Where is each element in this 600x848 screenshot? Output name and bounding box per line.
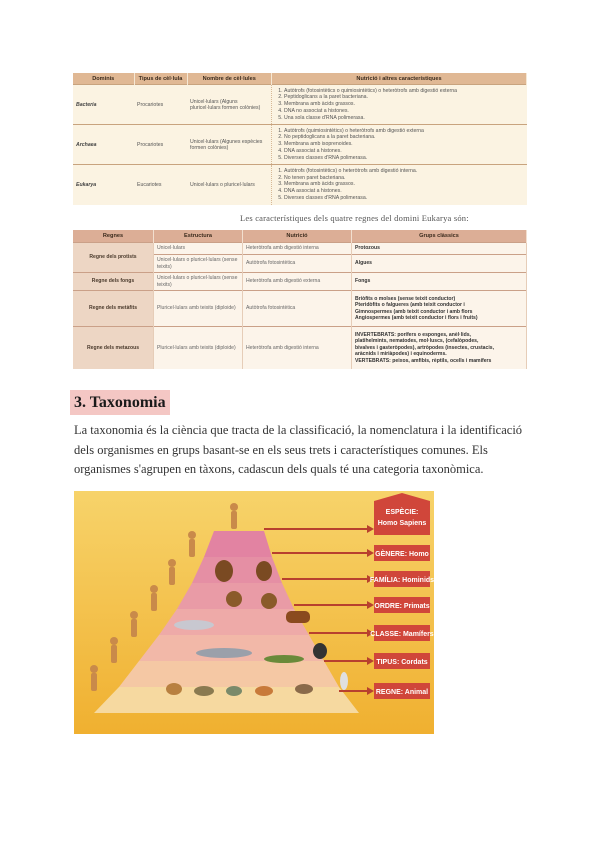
domain-name: Archaea [73, 125, 134, 165]
table-row [73, 273, 527, 291]
nutrition-cell: Autòtrofa fotosintètica [243, 255, 352, 273]
feature-item: 4. DNA associat a histones. [284, 188, 524, 195]
feature-item: 5. Una sola classe d'RNA polimerasa. [284, 115, 524, 122]
kingdom-name: Regne dels protists [73, 243, 154, 273]
kingdoms-table [73, 230, 527, 369]
nutrition-cell: Heteròtrofa amb digestió interna [243, 327, 352, 369]
monkey-icon [261, 593, 277, 609]
taxon-label-family: FAMÍLIA: Hominids [369, 577, 434, 584]
domains-table [73, 73, 527, 205]
feature-item: 2. Peptidoglicans a la paret bacteriana. [284, 94, 524, 101]
horse-icon [286, 611, 310, 623]
bird-icon [295, 684, 313, 694]
col-header-groups: Grups clàssics [352, 230, 527, 243]
group-cell: Protozous [352, 243, 527, 255]
group-cell [352, 291, 527, 327]
human-figure-icon [150, 585, 158, 611]
heron-icon [340, 672, 348, 690]
feature-item: 3. Membrana amb isoprenoides. [284, 141, 524, 148]
feature-item: 4. DNA no associat a histones. [284, 108, 524, 115]
col-header-cell-count: Nombre de cèl·lules [187, 73, 272, 85]
human-figure-icon [168, 559, 176, 585]
group-line: bivalves i gasteròpodes), artròpodes (insectes, crustacis, [355, 344, 494, 351]
group-cell: Algues [352, 255, 527, 273]
taxon-label-order: ORDRE: Primats [374, 603, 430, 610]
cell-type: Procariotes [134, 85, 187, 125]
feature-item: 2. No peptidoglicans a la paret bacteriana. [284, 134, 524, 141]
fish-icon [194, 686, 214, 696]
structure-cell: Pluricel·lulars amb teixits (diploide) [154, 291, 243, 327]
group-line: platihelmints, nematodes, mol·luscs, (cefalòpodes, [355, 338, 479, 344]
nutrition-cell: Autòtrofa fotosintètica [243, 291, 352, 327]
table-row [73, 85, 527, 125]
section-title: 3. Taxonomia [70, 390, 170, 415]
feature-item: 1. Autòtrofs (fotosintètics o quimiosintètics) o heteròtrofs amb digestió externa [284, 88, 524, 95]
group-line: aràcnids i miriàpodes) i equinoderms. [355, 351, 447, 357]
col-header-kingdoms: Regnes [73, 230, 154, 243]
feature-item: 4. DNA associat a histones. [284, 148, 524, 155]
domains-header-row [73, 73, 527, 85]
human-figure-icon [130, 611, 138, 637]
col-header-structure: Estructura [154, 230, 243, 243]
kingdom-name: Regne dels metazous [73, 327, 154, 369]
taxon-label-species-value: Homo Sapiens [377, 520, 427, 527]
taxon-label-genus: GÈNERE: Homo [375, 551, 429, 558]
feature-item: 3. Membrana amb àcids grassos. [284, 101, 524, 108]
dolphin-icon [174, 620, 214, 630]
group-line: Gimnospermes (amb teixit conductor i amb flors [355, 308, 473, 315]
group-line: Briòfits o molses (sense teixit conductor) [355, 295, 456, 302]
structure-cell: Unicel·lulars o pluricel·lulars (sense teixits) [154, 273, 243, 291]
col-header-cell-type: Tipus de cèl·lula [134, 73, 187, 85]
col-header-features: Nutrició i altres característiques [272, 73, 527, 85]
taxonomy-pyramid-illustration [74, 491, 434, 734]
table-row [73, 125, 527, 165]
features-cell [272, 85, 527, 125]
table-row [73, 165, 527, 205]
shark-icon [196, 648, 252, 658]
feature-item: 1. Autòtrofs (quimiosintètics) o heteròtrofs amb digestió externa [284, 128, 524, 135]
human-figure-icon [188, 531, 196, 557]
features-cell [272, 165, 527, 205]
ostrich-icon [313, 643, 327, 659]
feature-item: 3. Membrana amb àcids grassos. [284, 181, 524, 188]
cell-count: Unicel·lulars (Alguns pluricel·lulars formen colònies) [187, 85, 272, 125]
table-row [73, 327, 527, 369]
human-figure-icon [90, 665, 98, 691]
structure-cell: Pluricel·lulars amb teixits (diploide) [154, 327, 243, 369]
human-figure-icon [110, 637, 118, 663]
taxon-label-phylum: TIPUS: Cordats [376, 659, 428, 666]
taxon-label-species: ESPÈCIE: [385, 509, 419, 516]
taxon-label-kingdom: REGNE: Animal [375, 689, 429, 696]
frog-icon [226, 686, 242, 696]
monkey-icon [226, 591, 242, 607]
lizard-icon [255, 686, 273, 696]
human-figure-icon [230, 503, 238, 529]
group-line: VERTEBRATS: peixos, amfibis, rèptils, ocells i mamífers [355, 357, 492, 364]
domain-name: Bacteria [73, 85, 134, 125]
kingdoms-header-row [73, 230, 527, 243]
structure-cell: Unicel·lulars [154, 243, 243, 255]
section-paragraph: La taxonomia és la ciència que tracta de la classificació, la nomenclatura i la identificació dels organismes en grups basant-se en els seus trets i característiques comunes. Els organismes s'agrupen en tàxons, cadascun dels quals té una categoria taxonòmica. [74, 423, 523, 476]
taxon-label-class: CLASSE: Mamífers [370, 631, 434, 638]
features-cell [272, 125, 527, 165]
group-line: Angiospermes (amb teixit conductor i flors i fruits) [355, 315, 478, 321]
group-line: Pteridòfits o falgueres (amb teixit conductor i [355, 302, 465, 308]
feature-item: 2. No tenen paret bacteriana. [284, 175, 524, 182]
ape-icon [215, 560, 233, 582]
table-row [73, 291, 527, 327]
feature-item: 5. Diverses classes d'RNA polimerasa. [284, 155, 524, 162]
col-header-nutrition: Nutrició [243, 230, 352, 243]
domain-name: Eukarya [73, 165, 134, 205]
group-cell: Fongs [352, 273, 527, 291]
kingdoms-caption: Les característiques dels quatre regnes del domini Eukarya són: [240, 213, 469, 223]
crocodile-icon [264, 655, 304, 663]
starfish-icon [166, 683, 182, 695]
nutrition-cell: Heteròtrofa amb digestió externa [243, 273, 352, 291]
kingdom-name: Regne dels fongs [73, 273, 154, 291]
kingdom-name: Regne dels metàfits [73, 291, 154, 327]
feature-item: 1. Autòtrofs (fotosintètics) o heteròtrofs amb digestió interna. [284, 168, 524, 175]
cell-type: Procariotes [134, 125, 187, 165]
ape-icon [256, 561, 272, 581]
cell-count: Unicel·lulars (Algunes espècies formen colònies) [187, 125, 272, 165]
col-header-domains: Dominis [73, 73, 134, 85]
cell-type: Eucariotes [134, 165, 187, 205]
cell-count: Unicel·lulars o pluricel·lulars [187, 165, 272, 205]
structure-cell: Unicel·lulars o pluricel·lulars (sense teixits) [154, 255, 243, 273]
nutrition-cell: Heteròtrofa amb digestió interna [243, 243, 352, 255]
feature-item: 5. Diverses classes d'RNA polimerasa. [284, 195, 524, 202]
group-line: INVERTEBRATS: porífers o esponges, anèl·lids, [355, 331, 471, 338]
table-row [73, 243, 527, 255]
group-cell [352, 327, 527, 369]
